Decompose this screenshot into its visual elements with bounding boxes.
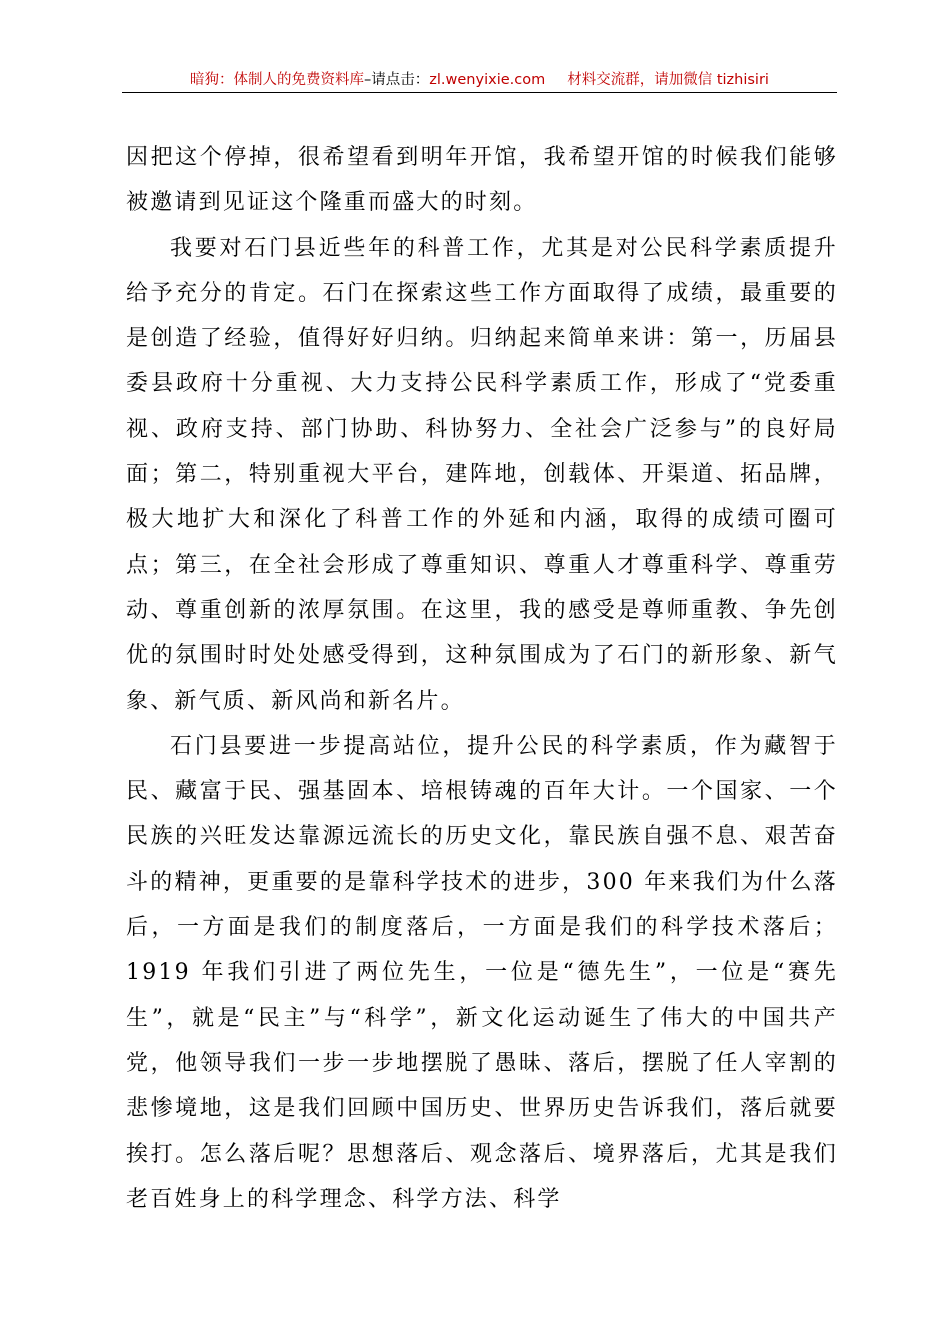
- header-url-link[interactable]: zl.wenyixie.com: [429, 72, 546, 88]
- paragraph: 石门县要进一步提高站位，提升公民的科学素质，作为藏智于民、藏富于民、强基固本、培根铸魂的百年大计。一个国家、一个民族的兴旺发达靠源远流长的历史文化，靠民族自强不息、艰苦奋斗的精神，更重要的是靠科学技术的进步，300 年来我们为什么落后，一方面是我们的制度落后，一方面是我们的科学技术落后；1919 年我们引进了两位先生，一位是“德先生”，一位是“赛先生”，就是“民主”与“科学”，新文化运动诞生了伟大的中国共产党，他领导我们一步一步地摆脱了愚昧、落后，摆脱了任人宰割的悲惨境地，这是我们回顾中国历史、世界历史告诉我们，落后就要挨打。怎么落后呢？思想落后、观念落后、境界落后，尤其是我们老百姓身上的科学理念、科学方法、科学: [126, 733, 838, 1212]
- header-wechat-note: 材料交流群，请加微信 tizhisiri: [567, 72, 769, 88]
- paragraph: 我要对石门县近些年的科普工作，尤其是对公民科学素质提升给予充分的肯定。石门在探索这些工作方面取得了成绩，最重要的是创造了经验，值得好好归纳。归纳起来简单来讲：第一，历届县委县政府十分重视、大力支持公民科学素质工作，形成了“党委重视、政府支持、部门协助、科协努力、全社会广泛参与”的良好局面；第二，特别重视大平台，建阵地，创载体、开渠道、拓品牌，极大地扩大和深化了科普工作的外延和内涵，取得的成绩可圈可点；第三，在全社会形成了尊重知识、尊重人才尊重科学、尊重劳动、尊重创新的浓厚氛围。在这里，我的感受是尊师重教、争先创优的氛围时时处处感受得到，这种氛围成为了石门的新形象、新气象、新气质、新风尚和新名片。: [126, 235, 838, 714]
- page-header: [122, 70, 837, 93]
- paragraph-continuation: 因把这个停掉，很希望看到明年开馆，我希望开馆的时候我们能够被邀请到见证这个隆重而盛大的时刻。: [126, 145, 838, 216]
- header-click-prefix: –请点击：: [364, 72, 430, 88]
- header-brand: 暗狗：体制人的免费资料库: [190, 72, 365, 88]
- document-body: [126, 135, 838, 1222]
